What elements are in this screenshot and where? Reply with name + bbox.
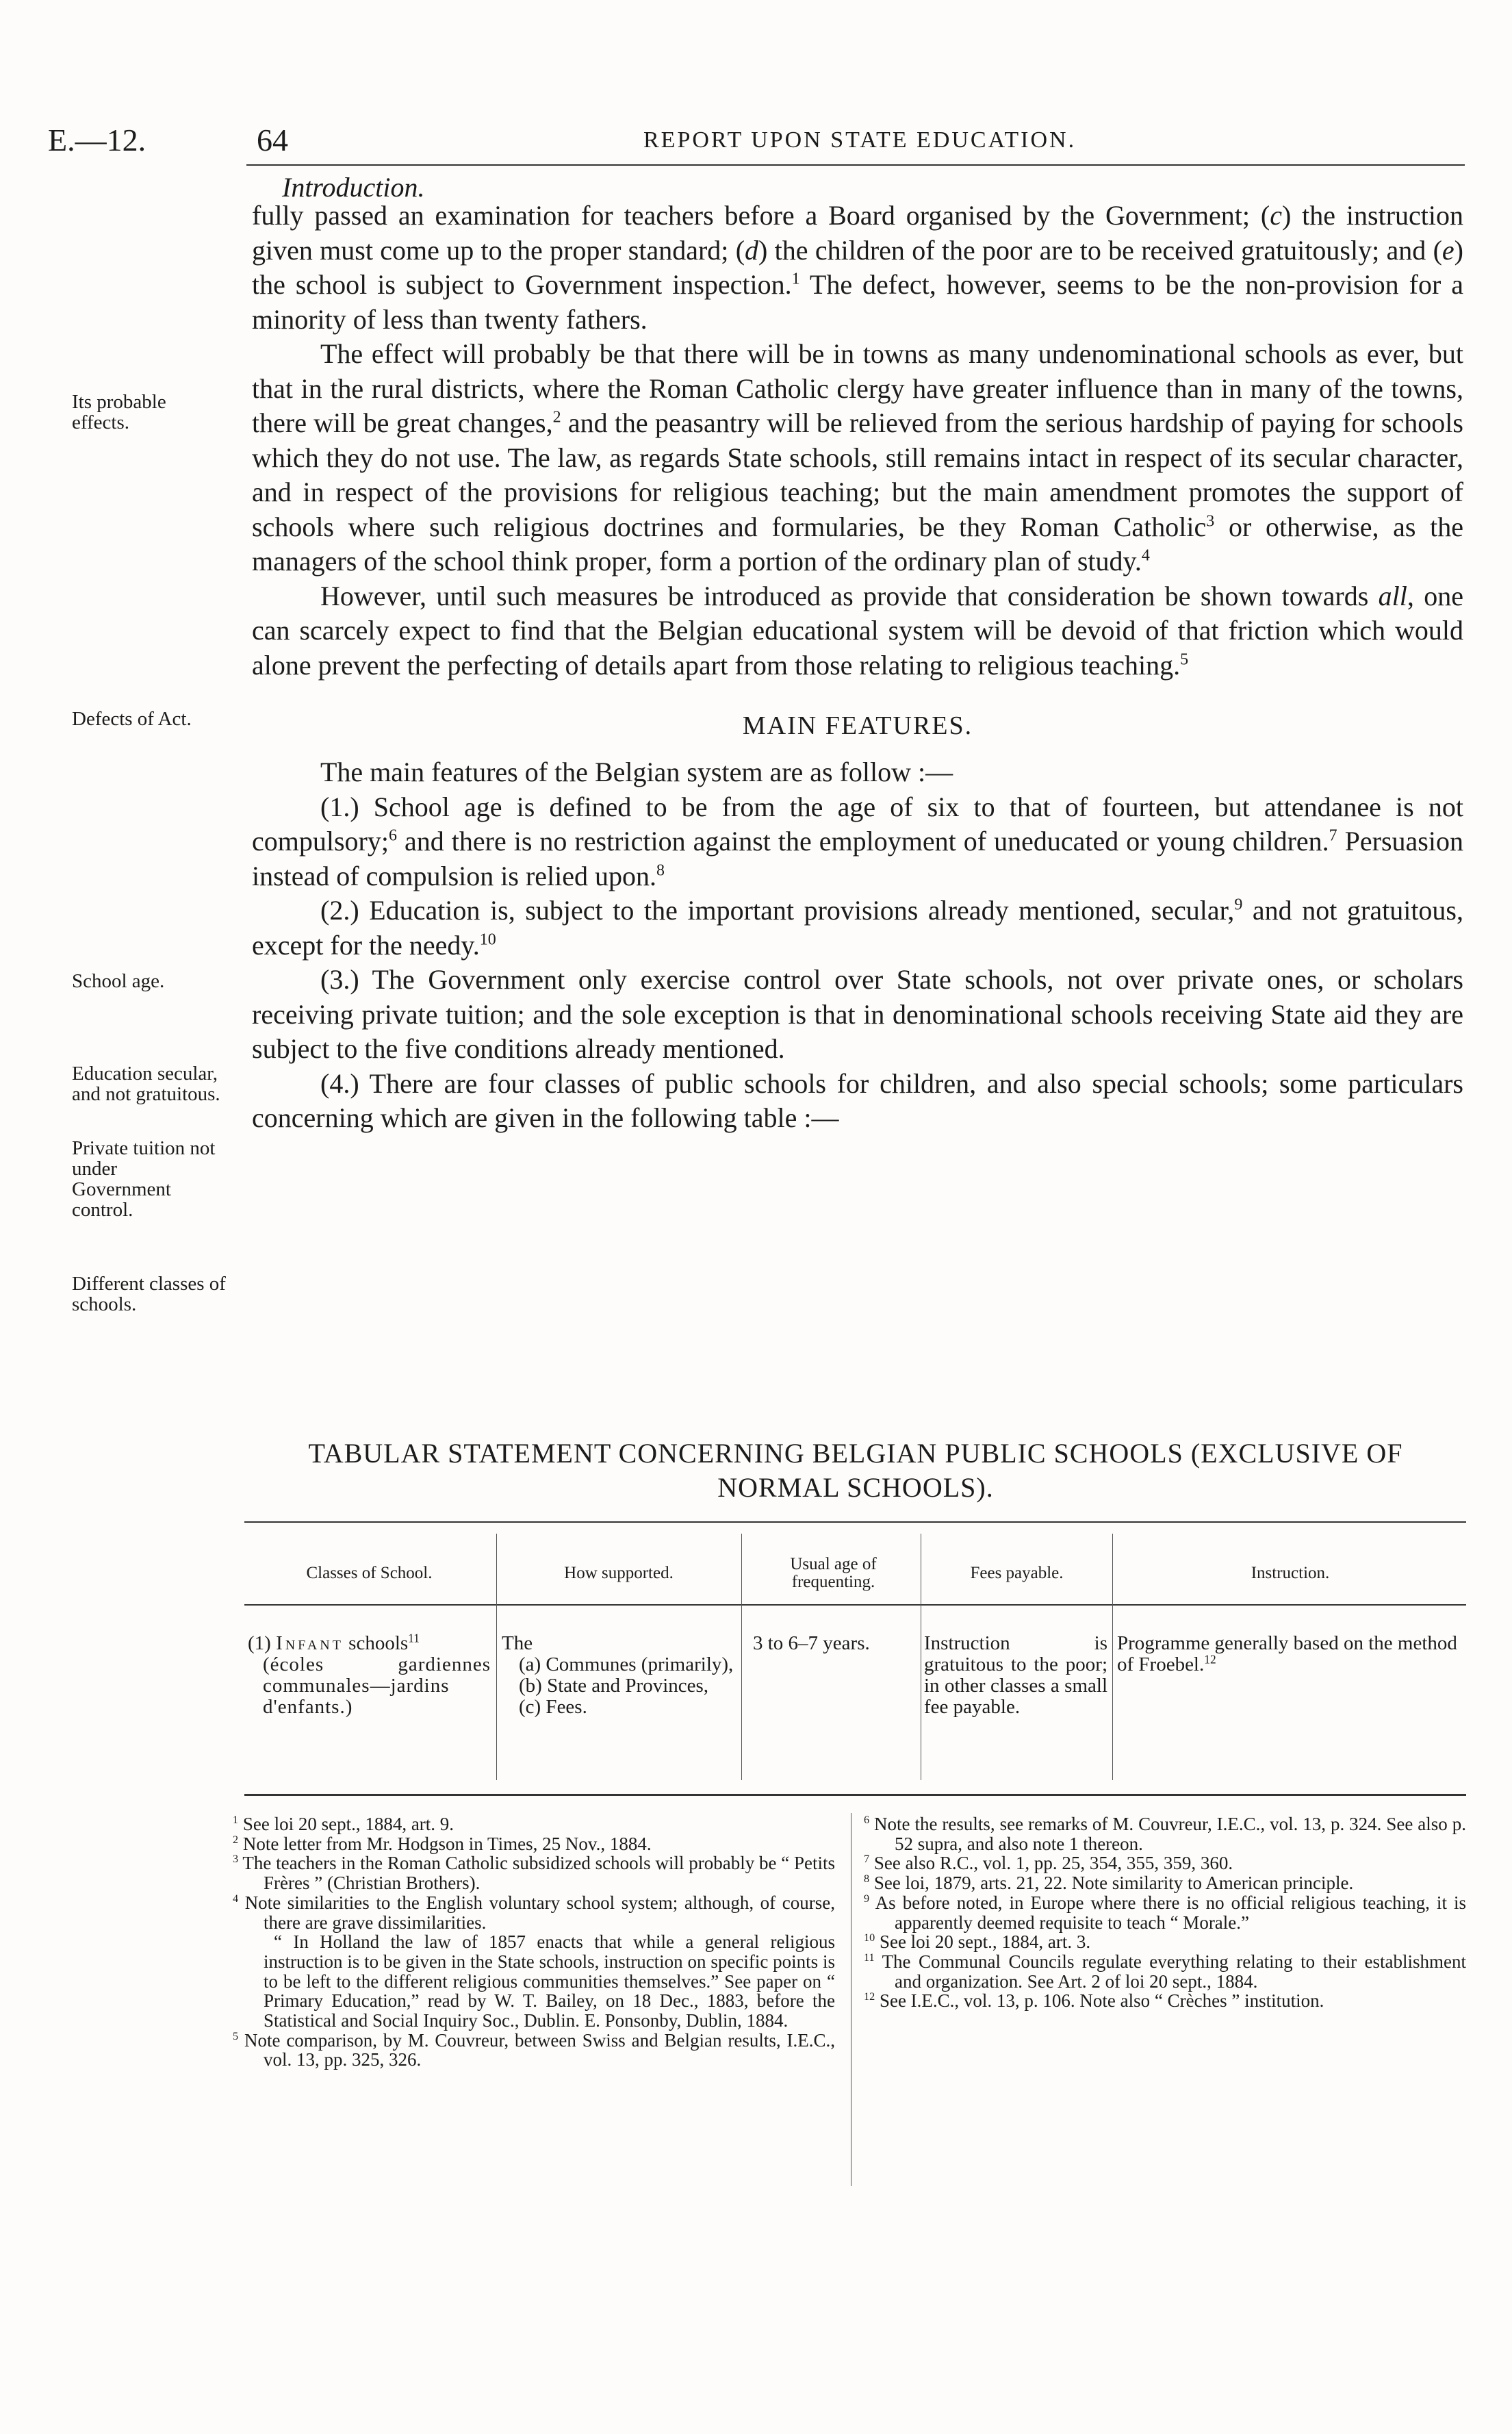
sidenote-education: Education secular, and not gratuitous.	[72, 1063, 220, 1105]
paragraph-effects: The effect will probably be that there will be in towns as many undenominational schools as ever, but that in the rural districts, where the Roman Catholic clergy have greater influence than in many of the towns, there will be great changes,$^2$ and the peasantry will be relieved from the serious hardship of paying for schools which they do not use. The law, as regards State schools, still remains intact in respect of its secular character, and in respect of the provisions for religious teaching; but the main amendment promotes the support of schools where such religious doctrines and formularies, be they Roman Catholic$^3$ or otherwise, as the managers of the school think proper, form a portion of the ordinary plan of study.$^4$	[252, 338, 1463, 576]
feature-3: (3.) The Government only exercise control over State schools, not over private ones, or scholars receiving private tuition; and the sole exception is that in denominational schools receiving State aid they are subject to the five conditions already mentioned.	[252, 964, 1463, 1064]
table-header-fees: Fees payable.	[970, 1564, 1064, 1582]
footnote-ref-1: 1	[791, 270, 800, 288]
table-title: TABULAR STATEMENT CONCERNING BELGIAN PUBLIC SCHOOLS (EXCLUSIVE OF NORMAL SCHOOLS).	[308, 1438, 1403, 1503]
footnote-ref-2: 2	[552, 408, 561, 427]
heading-main-features: MAIN FEATURES.	[742, 711, 973, 740]
header-rule	[246, 164, 1465, 166]
footnotes-right	[864, 1814, 1466, 2011]
footnote-ref-5: 5	[1180, 650, 1189, 669]
table-top-rule	[244, 1521, 1466, 1523]
table-col-divider	[1112, 1534, 1113, 1780]
feature-2: (2.) Education is, subject to the important provisions already mentioned, secular,$^9$ and not gratuitous, except for the needy.$^{10}$	[252, 895, 1463, 961]
table-header-rule	[244, 1604, 1466, 1606]
footnote: $^1$ See loi 20 sept., 1884, art. 9.	[233, 1814, 454, 1834]
footnote-ref-4: 4	[1141, 546, 1150, 565]
footnote: $^8$ See loi, 1879, arts. 21, 22. Note similarity to American principle.	[864, 1873, 1354, 1894]
sidenote-classes: Different classes of schools.	[72, 1273, 226, 1315]
sidenote-probable-effects: Its probable effects.	[72, 391, 166, 433]
footnote: $^{10}$ See loi 20 sept., 1884, art. 3.	[864, 1931, 1091, 1953]
table-header-class: Classes of School.	[306, 1564, 433, 1582]
footnote: $^{11}$ The Communal Councils regulate everything relating to their establishment and organization. See Art. 2 of loi 20 sept., 1884.	[864, 1951, 1466, 1992]
footnote: $^9$ As before noted, in Europe where there is no official religious teaching, it is apparently deemed requisite to teach “ Morale.”	[864, 1892, 1466, 1933]
sidenote-defects: Defects of Act.	[72, 708, 192, 730]
footnote: $^7$ See also R.C., vol. 1, pp. 25, 354, 355, 359, 360.	[864, 1853, 1233, 1874]
feature-1: (1.) School age is defined to be from the age of six to that of fourteen, but attendanee is not compulsory;$^6$ and there is no restriction against the employment of uneducated or young children.$^7$ Persuasion instead of compulsion is relied upon.$^8$	[252, 791, 1463, 891]
table-cell-age: 3 to 6–7 years.	[753, 1632, 870, 1654]
running-title: REPORT UPON STATE EDUCATION.	[643, 127, 1077, 153]
footnote: $^5$ Note comparison, by M. Couvreur, between Swiss and Belgian results, I.E.C., vol. 13, pp. 325, 326.	[233, 2029, 835, 2070]
sidenote-private: Private tuition not under Government control.	[72, 1137, 216, 1221]
table-cell-class: (1) Infant schools$^{11}$ (écoles gardiennes communales—jardins d'enfants.)	[248, 1631, 491, 1718]
footnote: $^{12}$ See I.E.C., vol. 13, p. 106. Note also “ Crèches ” institution.	[864, 1990, 1324, 2012]
section-label: Introduction.	[282, 172, 425, 203]
footnote-ref-3: 3	[1206, 512, 1215, 531]
table-bottom-rule	[244, 1794, 1466, 1796]
table-cell-instruction: Programme generally based on the method of Froebel.$^{12}$	[1117, 1632, 1457, 1675]
features-intro: The main features of the Belgian system are as follow :—	[320, 757, 953, 787]
document-code: E.—12.	[48, 123, 146, 157]
table-cell-support: The (a) Communes (primarily), (b) State and Provinces, (c) Fees.	[502, 1632, 734, 1718]
table-header-support: How supported.	[564, 1564, 674, 1582]
main-text	[252, 199, 1463, 1136]
feature-4: (4.) There are four classes of public schools for children, and also special schools; some particulars concerning which are given in the following table :—	[252, 1067, 1463, 1133]
sidenote-school-age: School age.	[72, 970, 165, 992]
table-cell-fees: Instruction is gratuitous to the poor; in other classes a small fee payable.	[924, 1632, 1107, 1718]
table-col-divider	[496, 1534, 497, 1780]
paragraph-conditions: fully passed an examination for teachers before a Board organised by the Government; (c) the instruction given must come up to the proper standard; (d) the children of the poor are to be received gratuitously; and (e) the school is subject to Government inspection.$^1$ The defect, however, seems to be the non-provision for a minority of less than twenty fathers.	[252, 200, 1464, 335]
footnote: $^4$ Note similarities to the English voluntary school system; although, of course, there are grave dissimilarities.	[233, 1892, 835, 1933]
paragraph-defects: However, until such measures be introduced as provide that consideration be shown towards all, one can scarcely expect to find that the Belgian educational system will be devoid of that friction which would alone prevent the perfecting of details apart from those relating to religious teaching.$^5$	[252, 580, 1463, 681]
footnote: $^2$ Note letter from Mr. Hodgson in Times, 25 Nov., 1884.	[233, 1833, 652, 1854]
footnote: $^6$ Note the results, see remarks of M. Couvreur, I.E.C., vol. 13, p. 324. See also p. 52 supra, and also note 1 thereon.	[864, 1814, 1467, 1854]
footnote: $^3$ The teachers in the Roman Catholic subsidized schools will probably be “ Petits Frères ” (Christian Brothers).	[233, 1853, 835, 1894]
footnotes-left	[233, 1814, 835, 2070]
footnote: “ In Holland the law of 1857 enacts that while a general religious instruction is to be given in the State schools, instruction on specific points is to be left to the different religious communities themselves.” See paper on “ Primary Education,” read by W. T. Bailey, on 18 Dec., 1883, before the Statistical and Social Inquiry Soc., Dublin. E. Ponsonby, Dublin, 1884.	[264, 1931, 835, 2031]
table-header-age: Usual age of frequenting.	[790, 1555, 877, 1591]
table-header-instruction: Instruction.	[1251, 1564, 1330, 1582]
page-number: 64	[257, 123, 288, 157]
table-col-divider	[741, 1534, 742, 1780]
